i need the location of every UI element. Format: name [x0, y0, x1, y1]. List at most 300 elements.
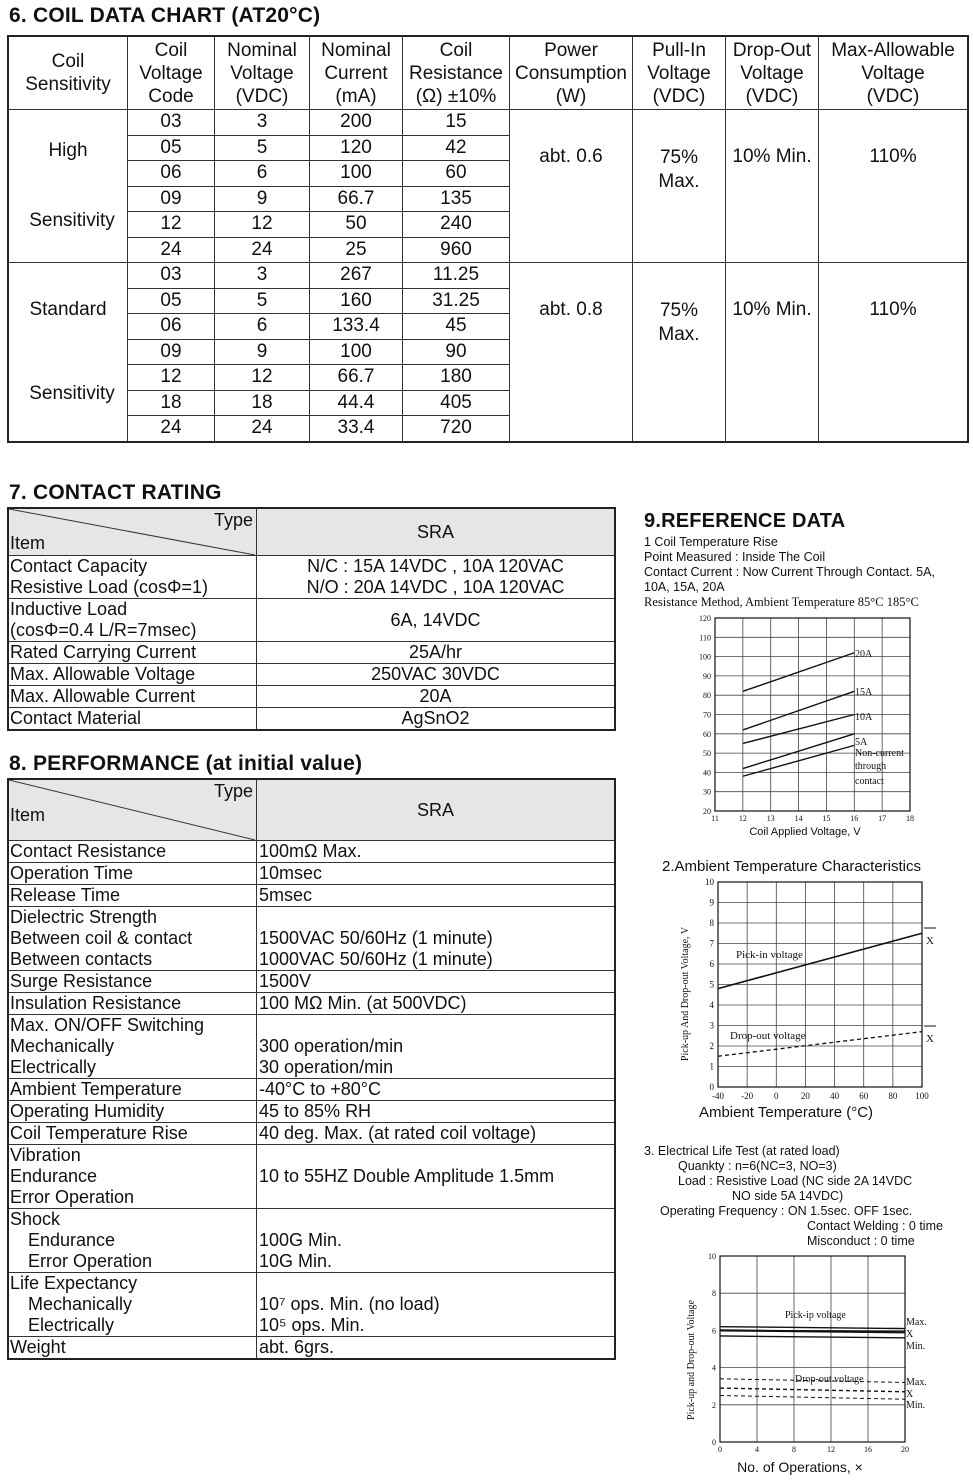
performance-item — [8, 1273, 257, 1337]
y-tick-label: 80 — [703, 691, 711, 701]
col-header-sensitivity: Coil Sensitivity — [8, 36, 128, 110]
col-header-max-allowable: Max-Allowable Voltage (VDC) — [819, 36, 969, 110]
item-line: Operating Humidity — [10, 1101, 165, 1121]
series-end-label: Max. — [906, 1317, 927, 1328]
series-end-label: X — [906, 1329, 914, 1340]
ambient-temperature-chart — [676, 876, 946, 1126]
performance-row — [8, 993, 615, 1015]
item-line: Inductive Load — [10, 599, 128, 619]
coil-cell — [403, 186, 510, 212]
performance-value — [257, 993, 616, 1015]
value-line — [259, 907, 614, 928]
performance-item — [8, 841, 257, 863]
series-label: 5A — [855, 737, 868, 748]
contact-value — [257, 686, 616, 708]
item-line: Electrically — [10, 1057, 97, 1077]
value-line: 100mΩ Max. — [259, 841, 362, 861]
coil-cell-value: 240 — [440, 213, 472, 235]
x-tick-label: 8 — [792, 1445, 796, 1454]
max-marker: X — [926, 1033, 934, 1045]
coil-cell-value: 24 — [251, 417, 273, 439]
series-end-label: Min. — [906, 1400, 926, 1411]
y-tick-label: 8 — [712, 1289, 716, 1299]
coil-cell — [128, 237, 215, 263]
coil-cell — [215, 135, 310, 161]
performance-item — [8, 1145, 257, 1209]
item-line: Life Expectancy — [10, 1273, 138, 1293]
performance-value — [257, 1209, 616, 1273]
contact-item — [8, 642, 257, 664]
pull-in-value: 75% — [659, 147, 699, 168]
coil-cell-value: 31.25 — [432, 289, 480, 311]
contact-row — [8, 556, 615, 599]
x-tick-label: 18 — [906, 814, 914, 823]
coil-cell-value: 12 — [251, 366, 273, 388]
x-tick-label: 17 — [878, 814, 887, 823]
item-label: Item — [10, 533, 46, 553]
value-line: 100 MΩ Min. (at 500VDC) — [259, 993, 467, 1013]
x-tick-label: 20 — [901, 1445, 909, 1454]
coil-cell — [128, 365, 215, 391]
coil-cell-value: 24 — [251, 238, 273, 260]
model-label: SRA — [257, 508, 616, 556]
item-line: Weight — [10, 1337, 66, 1357]
coil-cell — [403, 237, 510, 263]
contact-value — [257, 642, 616, 664]
y-tick-label: 0 — [709, 1082, 714, 1092]
y-tick-label: 60 — [703, 729, 711, 739]
y-tick-label: 100 — [699, 652, 711, 662]
coil-cell-value: 100 — [340, 340, 372, 362]
coil-cell — [403, 288, 510, 314]
x-tick-label: 40 — [830, 1091, 840, 1101]
value-line: 20A — [419, 686, 452, 706]
contact-item — [8, 664, 257, 686]
y-tick-label: 3 — [709, 1020, 714, 1031]
series-line — [720, 1336, 905, 1338]
sensitivity-label — [8, 263, 128, 442]
y-tick-label: 90 — [703, 671, 711, 681]
coil-cell-value: 25 — [345, 238, 367, 260]
coil-cell — [128, 161, 215, 187]
x-tick-label: 80 — [888, 1091, 898, 1101]
type-item-diagonal-cell — [8, 779, 257, 841]
coil-cell-value: 90 — [445, 340, 467, 362]
contact-value — [257, 708, 616, 731]
performance-value — [257, 1337, 616, 1360]
coil-row — [8, 263, 968, 289]
coil-row — [8, 110, 968, 136]
coil-cell — [403, 263, 510, 289]
performance-row — [8, 907, 615, 971]
performance-value — [257, 1015, 616, 1079]
series-label: 20A — [855, 649, 873, 660]
coil-cell-value: 33.4 — [337, 417, 375, 439]
contact-row — [8, 708, 615, 731]
coil-cell — [403, 390, 510, 416]
contact-value — [257, 599, 616, 642]
value-line: 10 to 55HZ Double Amplitude 1.5mm — [259, 1166, 555, 1186]
contact-row — [8, 599, 615, 642]
coil-cell — [403, 416, 510, 442]
performance-item — [8, 1101, 257, 1123]
x-tick-label: 4 — [755, 1445, 759, 1454]
performance-item — [8, 993, 257, 1015]
x-tick-label: 12 — [827, 1445, 835, 1454]
coil-cell-value: 09 — [160, 340, 182, 362]
x-tick-label: 16 — [864, 1445, 872, 1454]
y-tick-label: 8 — [709, 918, 714, 928]
performance-item — [8, 1209, 257, 1273]
y-axis-label: Pick-up And Drop-out Voltage, V — [680, 926, 691, 1062]
coil-cell-value: 24 — [160, 238, 182, 260]
x-tick-label: 20 — [800, 1091, 810, 1101]
power-value: abt. 0.6 — [539, 146, 603, 167]
item-line: Between contacts — [10, 949, 153, 969]
contact-section-title: 7. CONTACT RATING — [9, 481, 222, 504]
item-line: Rated Carrying Current — [10, 642, 197, 662]
col-header-resistance: Coil Resistance (Ω) ±10% — [403, 36, 510, 110]
col-header-power: Power Consumption (W) — [510, 36, 633, 110]
value-line: AgSnO2 — [401, 708, 470, 728]
contact-row — [8, 686, 615, 708]
performance-row — [8, 863, 615, 885]
series-line — [720, 1327, 905, 1329]
contact-row — [8, 664, 615, 686]
performance-item — [8, 1015, 257, 1079]
coil-cell-value: 9 — [256, 187, 268, 209]
value-line: 10G Min. — [259, 1251, 333, 1271]
coil-cell — [310, 161, 403, 187]
coil-cell — [310, 314, 403, 340]
y-tick-label: 1 — [709, 1061, 714, 1072]
performance-value — [257, 863, 616, 885]
value-line: N/O : 20A 14VDC , 10A 120VAC — [306, 577, 565, 597]
coil-cell-value: 11.25 — [432, 264, 480, 286]
performance-section-title: 8. PERFORMANCE (at initial value) — [9, 752, 363, 775]
coil-cell — [128, 339, 215, 365]
coil-data-table — [7, 35, 969, 443]
coil-cell-value: 15 — [445, 111, 467, 133]
performance-item — [8, 1079, 257, 1101]
max-allowable-value: 110% — [869, 146, 917, 167]
x-tick-label: 100 — [915, 1091, 929, 1101]
type-item-diagonal-cell — [8, 508, 257, 556]
coil-cell — [215, 288, 310, 314]
contact-rating-table — [7, 507, 616, 731]
y-tick-label: 2 — [709, 1041, 714, 1051]
coil-cell — [310, 365, 403, 391]
sensitivity-label-line1: High — [48, 140, 88, 162]
coil-temperature-rise-chart — [690, 612, 930, 842]
coil-cell-value: 120 — [340, 136, 372, 158]
chart3-note: Misconduct : 0 time — [807, 1234, 915, 1248]
series-line — [720, 1388, 905, 1392]
contact-item — [8, 556, 257, 599]
series-end-label: X — [906, 1389, 914, 1400]
series-end-label: Max. — [906, 1377, 927, 1388]
coil-cell — [215, 339, 310, 365]
coil-cell — [310, 237, 403, 263]
series-line — [720, 1396, 905, 1400]
chart1-note: Point Measured : Inside The Coil — [644, 550, 826, 564]
item-line: Max. ON/OFF Switching — [10, 1015, 205, 1035]
drop-out-voltage — [726, 110, 819, 263]
x-tick-label: 12 — [738, 814, 747, 823]
x-tick-label: 60 — [859, 1091, 869, 1101]
coil-cell-value: 133.4 — [332, 315, 380, 337]
performance-item — [8, 907, 257, 971]
value-line: N/C : 15A 14VDC , 10A 120VAC — [307, 556, 564, 576]
contact-item — [8, 686, 257, 708]
y-tick-label: 120 — [699, 614, 711, 623]
x-tick-label: -40 — [712, 1091, 724, 1101]
performance-value — [257, 1145, 616, 1209]
item-line: Max. Allowable Current — [10, 686, 196, 706]
coil-cell-value: 66.7 — [337, 187, 375, 209]
coil-cell — [403, 135, 510, 161]
coil-cell-value: 60 — [445, 162, 467, 184]
coil-cell-value: 44.4 — [337, 391, 375, 413]
chart2-heading: 2.Ambient Temperature Characteristics — [662, 858, 921, 875]
coil-cell — [310, 186, 403, 212]
contact-row — [8, 642, 615, 664]
performance-row — [8, 885, 615, 907]
coil-cell-value: 135 — [440, 187, 472, 209]
series-label: 15A — [855, 687, 873, 698]
coil-cell — [403, 365, 510, 391]
y-tick-label: 10 — [708, 1252, 716, 1261]
item-line: Error Operation — [10, 1187, 135, 1207]
performance-value — [257, 1123, 616, 1145]
coil-cell — [128, 288, 215, 314]
y-tick-label: 70 — [703, 710, 711, 720]
coil-cell-value: 50 — [345, 213, 367, 235]
performance-value — [257, 885, 616, 907]
series-label: Pick-ip voltage — [785, 1310, 846, 1321]
y-axis-label: Pick-up and Drop-out Voltage — [686, 1300, 697, 1420]
item-line: Surge Resistance — [10, 971, 153, 991]
col-header-pull-in: Pull-In Voltage (VDC) — [633, 36, 726, 110]
value-line — [259, 1209, 614, 1230]
item-line: Mechanically — [10, 1036, 115, 1056]
coil-cell-value: 18 — [160, 391, 182, 413]
item-line: Max. Allowable Voltage — [10, 664, 196, 684]
coil-cell — [128, 186, 215, 212]
coil-cell-value: 100 — [340, 162, 372, 184]
series-label: contact — [855, 776, 884, 787]
coil-cell — [215, 416, 310, 442]
item-line: Vibration — [10, 1145, 81, 1165]
value-line: 250VAC 30VDC — [371, 664, 500, 684]
item-line: Dielectric Strength — [10, 907, 158, 927]
performance-row — [8, 1101, 615, 1123]
coil-cell — [403, 161, 510, 187]
item-line: Contact Resistance — [10, 841, 167, 861]
coil-cell — [215, 212, 310, 238]
drop-out-value: 10% Min. — [732, 299, 812, 320]
y-tick-label: 9 — [709, 897, 714, 908]
sensitivity-label-line1: Standard — [29, 298, 107, 320]
chart1-note: 10A, 15A, 20A — [644, 580, 725, 594]
col-header-nominal-voltage: Nominal Voltage (VDC) — [215, 36, 310, 110]
coil-cell — [403, 212, 510, 238]
performance-row — [8, 1209, 615, 1273]
y-tick-label: 0 — [712, 1438, 716, 1447]
pull-in-voltage — [633, 263, 726, 442]
value-line — [259, 1015, 614, 1036]
performance-value — [257, 1273, 616, 1337]
contact-header-row — [8, 508, 615, 556]
y-tick-label: 50 — [703, 749, 711, 759]
value-line: abt. 6grs. — [259, 1337, 335, 1357]
coil-cell — [403, 110, 510, 136]
coil-cell-value: 720 — [440, 417, 472, 439]
value-line: 30 operation/min — [259, 1057, 394, 1077]
value-line: 40 deg. Max. (at rated coil voltage) — [259, 1123, 537, 1143]
y-tick-label: 6 — [709, 959, 714, 969]
series-label: 10A — [855, 712, 873, 723]
value-line: 10⁵ ops. Min. — [259, 1315, 365, 1335]
coil-cell — [128, 314, 215, 340]
performance-item — [8, 885, 257, 907]
item-line: Ambient Temperature — [10, 1079, 182, 1099]
value-line: 1500V — [259, 971, 312, 991]
performance-row — [8, 971, 615, 993]
performance-header-row — [8, 779, 615, 841]
x-axis-label: Ambient Temperature (°C) — [698, 1104, 874, 1121]
sensitivity-label-line2: Sensitivity — [29, 209, 115, 231]
coil-cell — [310, 110, 403, 136]
chart1-notes — [644, 535, 969, 610]
chart3-note: Contact Welding : 0 time — [807, 1219, 943, 1233]
x-tick-label: 15 — [822, 814, 831, 823]
performance-item — [8, 1123, 257, 1145]
item-line: Coil Temperature Rise — [10, 1123, 188, 1143]
coil-cell-value: 5 — [256, 136, 268, 158]
plot-frame — [720, 1256, 905, 1442]
coil-cell — [128, 390, 215, 416]
col-header-drop-out: Drop-Out Voltage (VDC) — [726, 36, 819, 110]
series-end-label: Min. — [906, 1341, 926, 1352]
coil-cell — [310, 339, 403, 365]
coil-cell — [215, 390, 310, 416]
y-tick-label: 40 — [703, 768, 711, 778]
coil-cell — [310, 135, 403, 161]
coil-cell-value: 06 — [160, 315, 182, 337]
value-line: -40°C to +80°C — [259, 1079, 381, 1099]
pull-in-voltage — [633, 110, 726, 263]
max-marker: X — [926, 935, 934, 947]
item-line: Error Operation — [28, 1251, 153, 1271]
coil-cell-value: 05 — [160, 289, 182, 311]
item-line: Endurance — [28, 1230, 116, 1250]
coil-cell — [310, 416, 403, 442]
coil-cell-value: 267 — [340, 264, 372, 286]
col-header-code: Coil Voltage Code — [128, 36, 215, 110]
item-label: Item — [10, 805, 46, 825]
y-tick-label: 30 — [703, 787, 711, 797]
chart1-note: Resistance Method, Ambient Temperature 85°C 185°C — [644, 595, 919, 609]
y-tick-label: 2 — [712, 1400, 716, 1410]
chart1-note: Contact Current : Now Current Through Contact. 5A, — [644, 565, 935, 579]
coil-cell-value: 18 — [251, 391, 273, 413]
performance-item — [8, 971, 257, 993]
item-line: Contact Capacity — [10, 556, 148, 576]
coil-cell-value: 12 — [160, 213, 182, 235]
coil-cell-value: 6 — [256, 315, 268, 337]
coil-cell-value: 12 — [251, 213, 273, 235]
coil-cell — [215, 314, 310, 340]
item-line: Operation Time — [10, 863, 134, 883]
chart1-heading: 1 Coil Temperature Rise — [644, 535, 778, 549]
coil-cell — [128, 135, 215, 161]
max-allowable-value: 110% — [869, 299, 917, 320]
performance-value — [257, 1101, 616, 1123]
series-label: Drop-out voltage — [795, 1374, 864, 1385]
sensitivity-label-line2: Sensitivity — [29, 382, 115, 404]
performance-row — [8, 1079, 615, 1101]
pull-in-qualifier: Max. — [658, 324, 700, 345]
chart3-heading: 3. Electrical Life Test (at rated load) — [644, 1144, 840, 1158]
coil-cell — [215, 110, 310, 136]
coil-cell-value: 09 — [160, 187, 182, 209]
y-tick-label: 4 — [709, 1000, 714, 1010]
performance-row — [8, 841, 615, 863]
electrical-life-chart — [680, 1250, 950, 1478]
item-line: Between coil & contact — [10, 928, 193, 948]
coil-cell — [215, 365, 310, 391]
x-tick-label: 16 — [850, 814, 859, 823]
value-line: 6A, 14VDC — [390, 609, 481, 630]
x-axis-label: Coil Applied Voltage, V — [749, 826, 861, 838]
performance-row — [8, 1337, 615, 1360]
performance-row — [8, 1273, 615, 1337]
coil-cell — [128, 416, 215, 442]
performance-value — [257, 1079, 616, 1101]
reference-section-title: 9.REFERENCE DATA — [644, 510, 846, 532]
coil-cell-value: 42 — [445, 136, 467, 158]
y-tick-label: 7 — [709, 938, 714, 949]
chart3-notes — [644, 1144, 969, 1249]
y-tick-label: 5 — [709, 979, 714, 990]
coil-cell — [215, 186, 310, 212]
coil-cell-value: 03 — [160, 264, 182, 286]
drop-out-voltage — [726, 263, 819, 442]
max-allowable-voltage — [819, 263, 969, 442]
type-label: Type — [213, 510, 253, 530]
coil-cell — [128, 263, 215, 289]
max-allowable-voltage — [819, 110, 969, 263]
performance-value — [257, 971, 616, 993]
coil-cell — [310, 288, 403, 314]
coil-cell-value: 180 — [440, 366, 472, 388]
coil-cell — [128, 110, 215, 136]
sensitivity-label — [8, 110, 128, 263]
value-line: 5msec — [259, 885, 313, 905]
type-label: Type — [213, 781, 253, 801]
x-tick-label: 0 — [774, 1091, 779, 1101]
coil-cell-value: 3 — [256, 111, 268, 133]
value-line: 1000VAC 50/60Hz (1 minute) — [259, 949, 493, 969]
performance-value — [257, 907, 616, 971]
item-line: (cosΦ=0.4 L/R=7msec) — [10, 620, 197, 640]
value-line: 1500VAC 50/60Hz (1 minute) — [259, 928, 493, 948]
series-label: Pick-in voltage — [736, 949, 803, 961]
item-line: Electrically — [28, 1315, 115, 1335]
chart3-note: Operating Frequency : ON 1.5sec. OFF 1sec. — [660, 1204, 913, 1218]
item-line: Contact Material — [10, 708, 142, 728]
